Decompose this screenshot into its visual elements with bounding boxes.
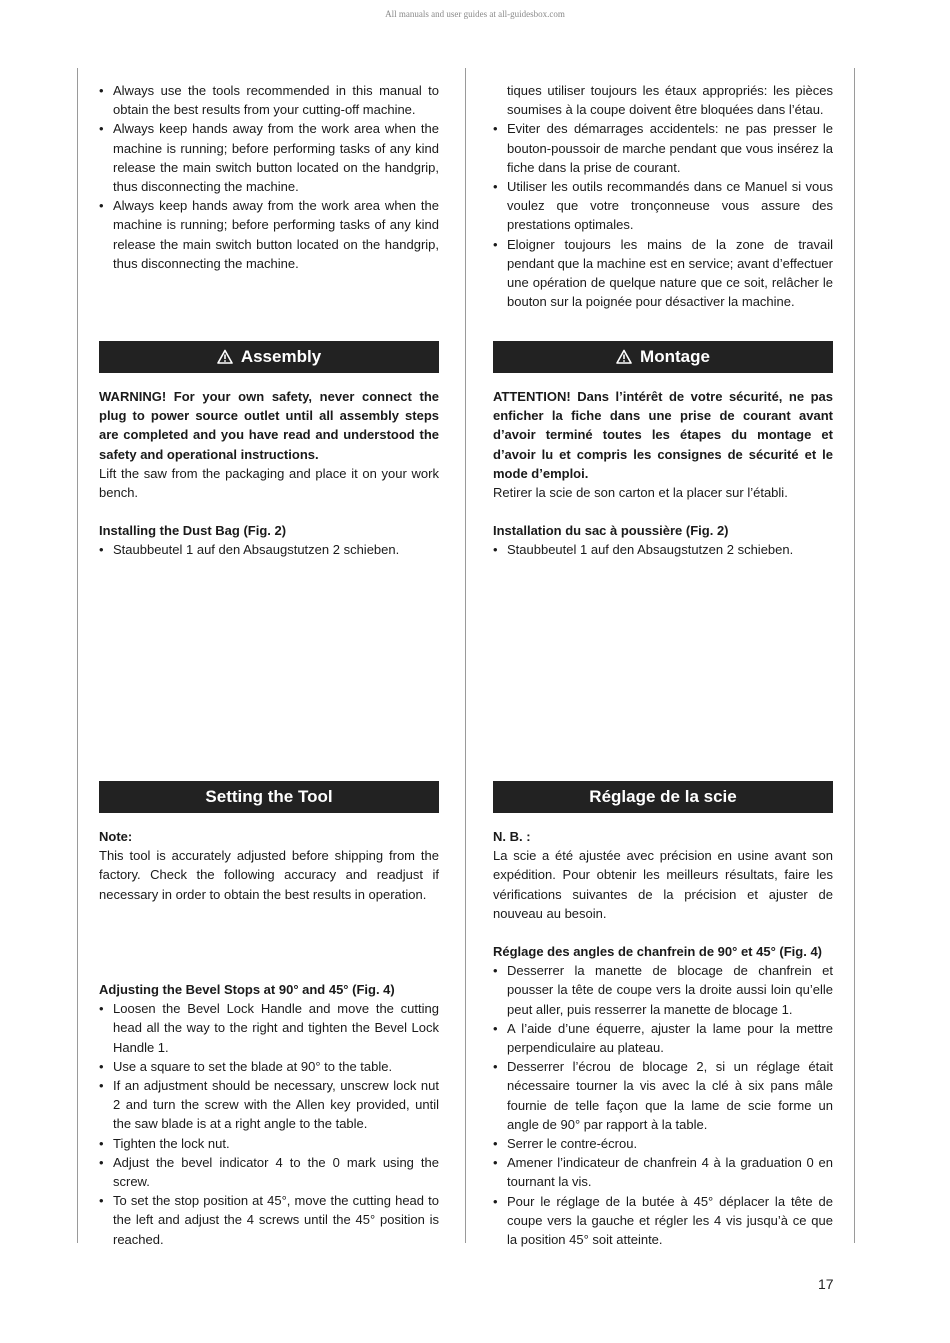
list-item: • A l’aide d’une équerre, ajuster la lame pour la mettre perpendiculaire au plateau.	[493, 1019, 833, 1057]
dust-bag-section-fr	[493, 521, 833, 559]
list-item: • Staubbeutel 1 auf den Absaugstutzen 2 schieben.	[493, 540, 833, 559]
list-item: • Always keep hands away from the work area when the machine is running; before performing tasks of any kind release the main switch button located on the handgrip, thus disconnecting the machine.	[99, 196, 439, 273]
safety-bullets-fr	[493, 81, 833, 311]
assembly-section	[99, 387, 439, 502]
list-item: • Always use the tools recommended in this manual to obtain the best results from your cutting-off machine.	[99, 81, 439, 119]
note-text-fr: La scie a été ajustée avec précision en usine avant son expédition. Pour obtenir les meilleurs résultats, faire les vérifications suivantes de la précision et ajuster de nouveau au besoin.	[493, 848, 833, 921]
list-item: • Loosen the Bevel Lock Handle and move the cutting head all the way to the right and tighten the Bevel Lock Handle 1.	[99, 999, 439, 1057]
list-item: • Eviter des démarrages accidentels: ne pas presser le bouton-poussoir de marche pendant que vous insérez la fiche dans la prise de courant.	[493, 119, 833, 177]
assembly-warning: WARNING! For your own safety, never connect the plug to power source outlet until all assembly steps are completed and you have read and understood the safety and operational instructions.	[99, 389, 439, 462]
note-text: This tool is accurately adjusted before shipping from the factory. Check the following accuracy and readjust if necessary in order to obtain the best results in operation.	[99, 848, 439, 902]
list-item: • Always keep hands away from the work area when the machine is running; before performing tasks of any kind release the main switch button located on the handgrip, thus disconnecting the machine.	[99, 119, 439, 196]
page-number: 17	[818, 1276, 834, 1292]
dust-bag-section	[99, 521, 439, 559]
list-item: • If an adjustment should be necessary, unscrew lock nut 2 and turn the screw with the Allen key provided, until the saw blade is at a right angle to the table.	[99, 1076, 439, 1134]
montage-heading	[493, 341, 833, 373]
assembly-text: Lift the saw from the packaging and place it on your work bench.	[99, 465, 439, 501]
montage-warning: ATTENTION! Dans l’intérêt de votre sécurité, ne pas enficher la fiche dans une prise de courant avant d’avoir terminé toutes les étapes du montage et d’avoir lu et compris les consignes de sécurité et le mode d’emploi.	[493, 389, 833, 481]
dust-bag-subheading-fr: Installation du sac à poussière (Fig. 2)	[493, 523, 729, 538]
list-item: • Amener l’indicateur de chanfrein 4 à la graduation 0 en tournant la vis.	[493, 1153, 833, 1191]
reglage-heading-text: Réglage de la scie	[589, 787, 737, 806]
assembly-heading	[99, 341, 439, 373]
bevel-stops-section-fr	[493, 942, 833, 1249]
note-label-fr: N. B. :	[493, 829, 531, 844]
montage-section	[493, 387, 833, 502]
setting-tool-heading	[99, 781, 439, 813]
continuation-text: tiques utiliser toujours les étaux appropriés: les pièces soumises à la coupe doivent être bloquées dans l’étau.	[507, 83, 833, 118]
dust-bag-subheading: Installing the Dust Bag (Fig. 2)	[99, 523, 287, 538]
warning-triangle-icon	[217, 343, 233, 375]
list-item: • Utiliser les outils recommandés dans ce Manuel si vous voulez que votre tronçonneuse vous assure des prestations optimales.	[493, 177, 833, 235]
setting-tool-heading-text: Setting the Tool	[205, 787, 333, 806]
bevel-stops-section	[99, 980, 439, 1249]
montage-heading-text: Montage	[640, 347, 710, 366]
warning-triangle-icon	[616, 343, 632, 375]
bevel-stops-subheading: Adjusting the Bevel Stops at 90° and 45° (Fig. 4)	[99, 982, 395, 997]
list-item: • Desserrer la manette de blocage de chanfrein et pousser la tête de coupe vers la droite aussi loin qu’elle peut aller, puis resserrer la manette de blocage 1.	[493, 961, 833, 1019]
list-item: • Serrer le contre-écrou.	[493, 1134, 833, 1153]
montage-text: Retirer la scie de son carton et la placer sur l’établi.	[493, 485, 788, 501]
list-item: • Adjust the bevel indicator 4 to the 0 mark using the screw.	[99, 1153, 439, 1191]
column-divider	[465, 68, 466, 1243]
list-item: • Pour le réglage de la butée à 45° déplacer la tête de coupe vers la gauche et régler les 4 vis jusqu’à ce que la position 45° soit atteinte.	[493, 1192, 833, 1250]
note-label: Note:	[99, 829, 133, 844]
list-item: • Tighten the lock nut.	[99, 1134, 439, 1153]
note-section	[99, 827, 439, 904]
column-divider	[77, 68, 78, 1243]
assembly-heading-text: Assembly	[240, 347, 322, 366]
bevel-stops-subheading-fr: Réglage des angles de chanfrein de 90° et 45° (Fig. 4)	[493, 944, 822, 959]
list-item: • Eloigner toujours les mains de la zone de travail pendant que la machine est en service; avant d’effectuer une opération de quelque nature que ce soit, relâcher le bouton sur la poignée pour désactiver la machine.	[493, 235, 833, 312]
column-divider	[854, 68, 855, 1243]
list-item: • Desserrer l’écrou de blocage 2, si un réglage était nécessaire tourner la vis avec la clé à six pans mâle fournie de telle façon que la lame de scie forme un angle de 90° par rapport à la table.	[493, 1057, 833, 1134]
list-item: • Use a square to set the blade at 90° to the table.	[99, 1057, 439, 1076]
safety-bullets	[99, 81, 439, 273]
reglage-heading	[493, 781, 833, 813]
list-item: • To set the stop position at 45°, move the cutting head to the left and adjust the 4 screws until the 45° position is reached.	[99, 1191, 439, 1249]
list-item: • Staubbeutel 1 auf den Absaugstutzen 2 schieben.	[99, 540, 439, 559]
watermark: All manuals and user guides at all-guidesbox.com	[385, 9, 565, 19]
note-section-fr	[493, 827, 833, 923]
